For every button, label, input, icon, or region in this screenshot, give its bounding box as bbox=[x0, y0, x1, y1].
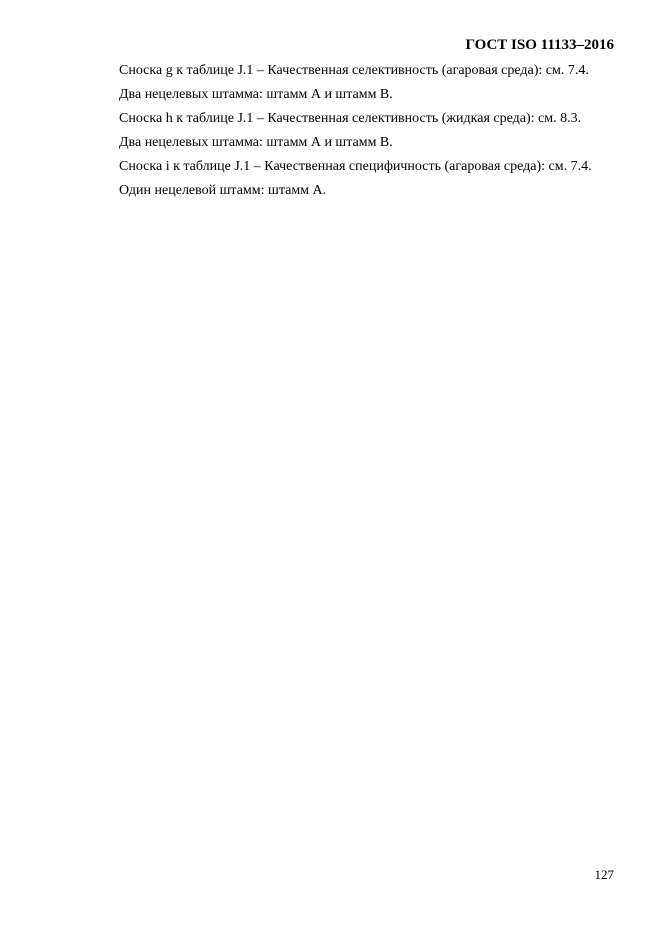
paragraph-footnote-i: Сноска i к таблице J.1 – Качественная специфичность (агаровая среда): см. 7.4. bbox=[119, 158, 592, 174]
paragraph-footnote-g: Сноска g к таблице J.1 – Качественная селективность (агаровая среда): см. 7.4. bbox=[119, 63, 589, 78]
paragraph-strains-g: Два нецелевых штамма: штамм А и штамм В. bbox=[119, 86, 393, 102]
document-header-title: ГОСТ ISO 11133–2016 bbox=[465, 37, 614, 53]
paragraph-footnote-h: Сноска h к таблице J.1 – Качественная селективность (жидкая среда): см. 8.3. bbox=[119, 110, 582, 126]
paragraph-strains-h: Два нецелевых штамма: штамм А и штамм В. bbox=[119, 134, 393, 150]
paragraph-strains-i: Один нецелевой штамм: штамм А. bbox=[119, 182, 327, 198]
document-body bbox=[79, 59, 613, 202]
page-number: 127 bbox=[594, 867, 614, 882]
